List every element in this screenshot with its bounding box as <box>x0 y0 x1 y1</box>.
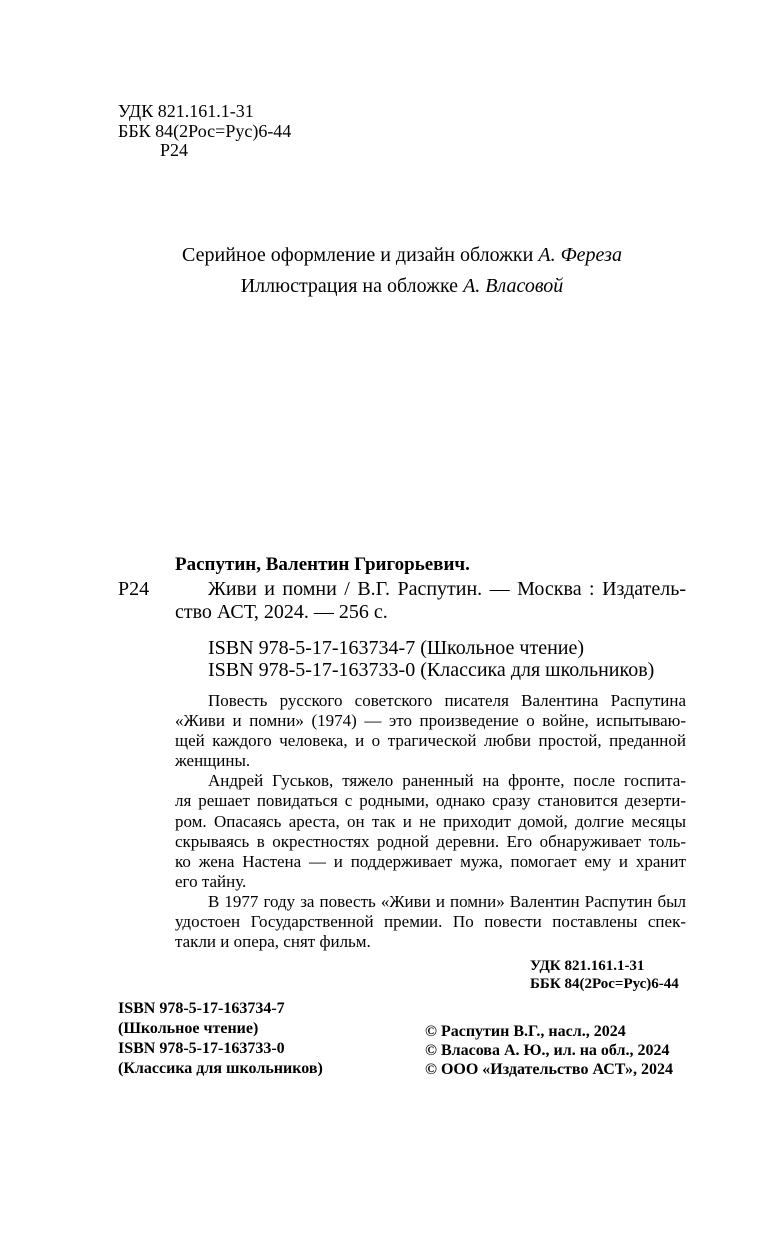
annotation-paragraph <box>175 771 686 892</box>
imprint-series: (Классика для школьников) <box>118 1060 323 1077</box>
annotation-line: его тайну. <box>175 871 247 891</box>
catalog-isbn-line: ISBN 978-5-17-163733-0 (Классика для школьников) <box>208 659 655 681</box>
imprint-isbn: ISBN 978-5-17-163734-7 <box>118 1000 285 1017</box>
copyright-line: © Распутин В.Г., насл., 2024 <box>425 1022 626 1040</box>
credit-name: А. Фереза <box>538 244 622 266</box>
catalog-title-line: ство АСТ, 2024. — 256 с. <box>175 601 388 623</box>
annotation-line: такли и опера, снят фильм. <box>175 932 371 952</box>
annotation-line: щей каждого человека, и о трагической любви простой, преданной <box>175 731 686 751</box>
annotation-line: женщины. <box>175 751 251 771</box>
author-mark: Р24 <box>160 140 189 160</box>
catalog-author-mark: Р24 <box>118 578 150 600</box>
annotation-line: ром. Опасаясь ареста, он так и не приходит домой, долгие месяцы <box>175 811 686 831</box>
catalog-isbn-line: ISBN 978-5-17-163734-7 (Школьное чтение) <box>208 637 585 659</box>
annotation-line: ко жена Настена — и поддерживает мужа, помогает ему и хранит <box>175 851 686 871</box>
credit-line-design <box>118 240 686 271</box>
credit-line-illustration <box>118 271 686 302</box>
catalog-udk-code: УДК 821.161.1-31 <box>530 958 645 974</box>
imprint-isbn: ISBN 978-5-17-163733-0 <box>118 1040 285 1057</box>
annotation-paragraph <box>175 892 686 952</box>
catalog-author-heading: Распутин, Валентин Григорьевич. <box>175 554 470 575</box>
catalog-title-block <box>175 578 686 624</box>
credit-label: Иллюстрация на обложке <box>240 275 459 297</box>
annotation-line: ля решает повидаться с родными, однако сразу становится дезерти- <box>175 791 686 811</box>
annotation-paragraph <box>175 691 686 771</box>
annotation-line: Андрей Гуськов, тяжело раненный на фронте, после госпита- <box>208 771 686 791</box>
udk-code: УДК 821.161.1-31 <box>118 101 254 121</box>
annotation-line: удостоен Государственной премии. По повести поставлены спек- <box>175 912 686 932</box>
bbk-code: ББК 84(2Рос=Рус)6-44 <box>118 120 292 141</box>
annotation-line: В 1977 году за повесть «Живи и помни» Валентин Распутин был <box>208 891 686 911</box>
annotation-line: Повесть русского советского писателя Валентина Распутина <box>208 691 686 710</box>
annotation <box>175 691 686 952</box>
imprint-isbn-block <box>118 999 323 1079</box>
catalog-bbk-code: ББК 84(2Рос=Рус)6-44 <box>530 976 679 992</box>
catalog-index-block <box>530 957 679 993</box>
annotation-line: «Живи и помни» (1974) — это произведение о войне, испытываю- <box>175 711 686 731</box>
copyright-line: © Власова А. Ю., ил. на обл., 2024 <box>425 1041 670 1059</box>
copyright-block <box>425 1022 673 1079</box>
catalog-title-line: Живи и помни / В.Г. Распутин. — Москва : Издатель- <box>208 578 686 600</box>
catalog-isbn-block <box>208 637 654 681</box>
credit-name: А. Власовой <box>463 275 564 297</box>
imprint-series: (Школьное чтение) <box>118 1020 259 1037</box>
copyright-line: © ООО «Издательство АСТ», 2024 <box>425 1060 674 1078</box>
classification-block <box>118 102 291 161</box>
credits-block <box>118 240 686 302</box>
credit-label: Серийное оформление и дизайн обложки <box>182 244 534 266</box>
annotation-line: скрываясь в окрестностях родной деревни. Его обнаруживает толь- <box>175 831 686 851</box>
